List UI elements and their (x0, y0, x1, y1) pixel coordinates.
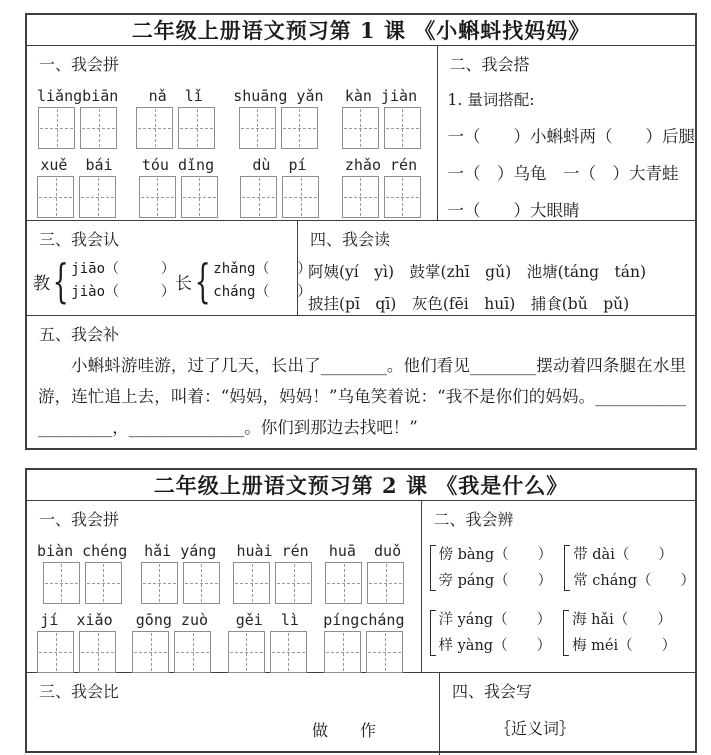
sheet1-recognize-section (27, 221, 312, 315)
char-compare-line: 海 hǎi（ ） (572, 612, 672, 628)
polyphone-group (33, 254, 175, 308)
sheet2-compare-section (27, 673, 440, 755)
tian-grid-box (270, 631, 307, 673)
measure-word-line: 一（ ）乌龟 一（ ）大青蛙 (447, 164, 679, 183)
pinyin-grid-row (27, 87, 437, 149)
brace-symbol: { (52, 254, 69, 308)
polyphone-group (175, 254, 311, 308)
char-compare-line: 常 cháng（ ） (573, 573, 695, 589)
bracket-symbol (430, 545, 436, 591)
pinyin-option: zhǎng（ ） (213, 261, 312, 277)
pinyin-label: huā duǒ (328, 542, 402, 560)
pinyin-options (213, 258, 311, 304)
fill-in-paragraph: 小蝌蚪游哇游，过了几天，长出了________。他们看见________摆动着四条腿在水里游，连忙追上去，叫着：“妈妈，妈妈！”乌龟笑着说：“我不是你们的妈妈。____________________，______________。你们到那边去找吧！” (38, 356, 686, 437)
pinyin-word-group (37, 542, 127, 604)
char-compare-line: 带 dài（ ） (573, 547, 673, 563)
tian-grid-box (174, 631, 211, 673)
distinguish-group (563, 607, 676, 659)
bracket-symbol (430, 610, 436, 656)
measure-word-line: 一（ ）小蝌蚪两（ ）后腿 (447, 127, 695, 146)
pinyin-word-group (342, 156, 421, 218)
tian-grid-box (181, 176, 218, 218)
section-header: 四、我会写 (452, 682, 533, 701)
tian-grid-box (324, 631, 361, 673)
section-header: 四、我会读 (310, 230, 391, 249)
tian-grid-box (342, 107, 379, 149)
bracket-symbol (563, 610, 569, 656)
tian-grid-box (239, 107, 276, 149)
pinyin-word-group (141, 542, 220, 604)
sheet2-distinguish-section (422, 501, 696, 672)
pinyin-label: zhǎo rén (344, 156, 418, 174)
tian-grid-box (233, 562, 270, 604)
tian-grid-box (139, 176, 176, 218)
tian-grid-box (183, 562, 220, 604)
tian-grid-box (366, 631, 403, 673)
writing-boxes (240, 176, 319, 218)
tian-grid-box (228, 631, 265, 673)
tian-grid-box (37, 176, 74, 218)
sheet1-match-section (438, 46, 696, 220)
writing-boxes (139, 176, 218, 218)
bracket-symbol (564, 545, 570, 591)
distinguish-group (564, 542, 695, 594)
writing-boxes (342, 176, 421, 218)
read-words-line: 阿姨(yí yì) 鼓掌(zhī gǔ) 池塘(táng tán) (308, 263, 647, 281)
brace-symbol: { (194, 254, 211, 308)
tian-grid-box (275, 562, 312, 604)
section-header: 二、我会辨 (433, 510, 514, 529)
pinyin-label: liǎngbiān (37, 87, 119, 105)
section-header: 二、我会搭 (449, 55, 530, 74)
sheet1-row-recognize-read (27, 221, 695, 316)
compare-partial-text: 做 作 (312, 721, 377, 740)
tian-grid-box (325, 562, 362, 604)
tian-grid-box (79, 176, 116, 218)
writing-boxes (324, 631, 403, 673)
tian-grid-box (282, 176, 319, 218)
pinyin-word-group (132, 611, 211, 673)
sheet2-row-pinyin-distinguish (27, 501, 695, 673)
sheet1-read-section (298, 221, 695, 315)
write-partial-text: ｛近义词｝ (495, 719, 576, 738)
tian-grid-box (38, 107, 75, 149)
writing-boxes (132, 631, 211, 673)
section-header: 一、我会拼 (39, 55, 120, 74)
writing-boxes (37, 176, 116, 218)
tian-grid-box (85, 562, 122, 604)
writing-boxes (228, 631, 307, 673)
read-words-line: 披挂(pī qī) 灰色(fēi huī) 捕食(bǔ pǔ) (308, 295, 630, 313)
pinyin-word-group (325, 542, 404, 604)
tian-grid-box (37, 631, 74, 673)
pinyin-label: huài rén (236, 542, 309, 560)
pinyin-label: xuě bái (40, 156, 113, 174)
pinyin-option: jiāo（ ） (71, 261, 175, 277)
tian-grid-box (367, 562, 404, 604)
char-compare-line: 洋 yáng（ ） (438, 612, 552, 628)
char-compare-line: 旁 páng（ ） (438, 573, 553, 589)
distinguish-row (422, 542, 696, 594)
sheet1-complete-section (27, 316, 695, 453)
sheet1-row-pinyin-match (27, 46, 695, 221)
pinyin-grid-row (27, 542, 421, 604)
pinyin-options (71, 258, 175, 304)
tian-grid-box (281, 107, 318, 149)
pinyin-option: jiào（ ） (71, 284, 175, 300)
section-header: 一、我会拼 (39, 510, 120, 529)
char-compare-line: 梅 méi（ ） (572, 638, 677, 654)
tian-grid-box (132, 631, 169, 673)
sheet2-row-compare-write (27, 673, 695, 755)
match-subheader: 1. 量词搭配: (447, 91, 535, 109)
pinyin-grid-row (27, 611, 421, 673)
worksheet-lesson-1 (25, 13, 697, 450)
pinyin-label: biàn chéng (37, 542, 128, 560)
pinyin-label: shuāng yǎn (233, 87, 324, 105)
measure-word-line: 一（ ）大眼睛 (447, 201, 580, 220)
pinyin-word-group (37, 156, 116, 218)
section-header: 五、我会补 (39, 325, 120, 344)
section-header: 三、我会认 (39, 230, 120, 249)
char-compare-line: 傍 bàng（ ） (438, 547, 553, 563)
sheet2-title: 二年级上册语文预习第 2 课 《我是什么》 (27, 470, 695, 501)
tian-grid-box (384, 176, 421, 218)
pinyin-label: dù pí (252, 156, 307, 174)
writing-boxes (239, 107, 318, 149)
pinyin-label: hǎi yáng (144, 542, 217, 560)
worksheet-lesson-2 (25, 468, 697, 753)
sheet1-title: 二年级上册语文预习第 1 课 《小蝌蚪找妈妈》 (27, 15, 695, 46)
distinguish-row (422, 607, 696, 659)
pinyin-word-group (233, 87, 323, 149)
sheet2-pinyin-section (27, 501, 422, 672)
writing-boxes (342, 107, 421, 149)
pinyin-word-group (136, 87, 215, 149)
pinyin-grid-row (27, 156, 437, 218)
distinguish-group (430, 607, 552, 659)
pinyin-label: nǎ lǐ (148, 87, 203, 105)
sheet2-write-section (440, 673, 695, 755)
tian-grid-box (178, 107, 215, 149)
section-header: 三、我会比 (39, 682, 120, 701)
polyphone-groups (27, 250, 312, 308)
pinyin-label: tóu dǐng (141, 156, 215, 174)
writing-boxes (136, 107, 215, 149)
pinyin-word-group (323, 611, 404, 673)
tian-grid-box (141, 562, 178, 604)
pinyin-word-group (342, 87, 421, 149)
polyphone-char: 教 (33, 273, 50, 294)
tian-grid-box (384, 107, 421, 149)
pinyin-word-group (37, 87, 118, 149)
sheet1-pinyin-section (27, 46, 438, 220)
writing-boxes (38, 107, 117, 149)
writing-boxes (141, 562, 220, 604)
pinyin-word-group (37, 611, 116, 673)
writing-boxes (325, 562, 404, 604)
pinyin-word-group (233, 542, 312, 604)
pinyin-label: kàn jiàn (344, 87, 418, 105)
char-compare-line: 样 yàng（ ） (438, 638, 552, 654)
pinyin-label: gōng zuò (135, 611, 209, 629)
writing-boxes (37, 631, 116, 673)
pinyin-label: píngcháng (323, 611, 405, 629)
pinyin-option: cháng（ ） (213, 284, 312, 300)
pinyin-label: gěi lì (235, 611, 299, 629)
distinguish-group (430, 542, 553, 594)
pinyin-label: jí xiǎo (40, 611, 113, 629)
pinyin-word-group (228, 611, 307, 673)
pinyin-word-group (240, 156, 319, 218)
tian-grid-box (43, 562, 80, 604)
tian-grid-box (240, 176, 277, 218)
tian-grid-box (79, 631, 116, 673)
writing-boxes (43, 562, 122, 604)
polyphone-char: 长 (175, 273, 192, 294)
tian-grid-box (80, 107, 117, 149)
tian-grid-box (136, 107, 173, 149)
tian-grid-box (342, 176, 379, 218)
writing-boxes (233, 562, 312, 604)
pinyin-word-group (139, 156, 218, 218)
